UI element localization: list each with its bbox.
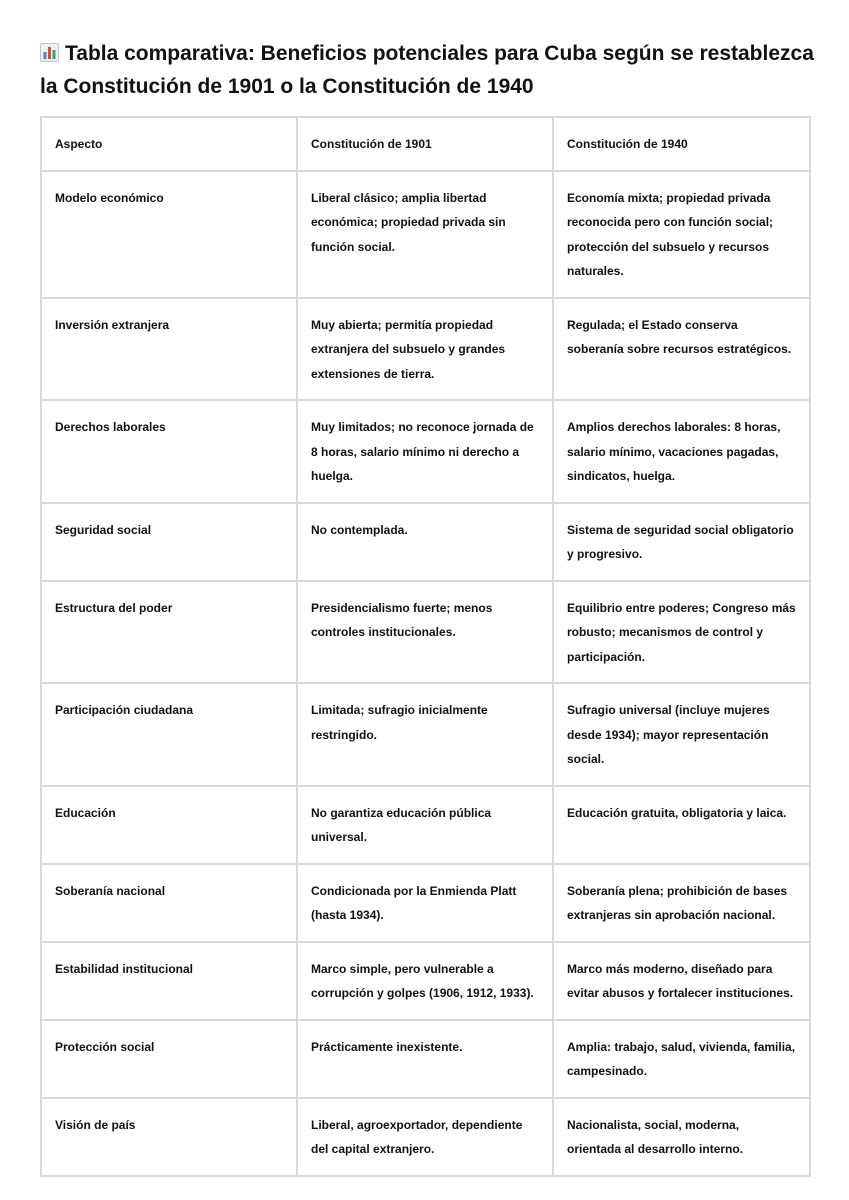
constitution-1940-cell: Amplia: trabajo, salud, vivienda, familia, campesinado. (553, 1020, 810, 1098)
aspect-cell: Educación (41, 786, 297, 864)
table-row (41, 864, 810, 942)
constitution-1901-cell: Condicionada por la Enmienda Platt (hasta 1934). (297, 864, 553, 942)
table-row (41, 171, 810, 298)
constitution-1940-cell: Nacionalista, social, moderna, orientada al desarrollo interno. (553, 1098, 810, 1176)
table-header-row (41, 117, 810, 171)
constitution-1901-cell: Muy limitados; no reconoce jornada de 8 horas, salario mínimo ni derecho a huelga. (297, 400, 553, 503)
constitution-1940-cell: Regulada; el Estado conserva soberanía sobre recursos estratégicos. (553, 298, 810, 401)
header-aspecto: Aspecto (41, 117, 297, 171)
table-row (41, 786, 810, 864)
page-title-text: Tabla comparativa: Beneficios potenciales para Cuba según se restablezca la Constitución de 1901 o la Constitución de 1940 (40, 42, 814, 98)
page-title (40, 38, 820, 102)
constitution-1940-cell: Educación gratuita, obligatoria y laica. (553, 786, 810, 864)
bar-chart-icon (40, 40, 59, 71)
constitution-1940-cell: Equilibrio entre poderes; Congreso más robusto; mecanismos de control y participación. (553, 581, 810, 684)
table-row (41, 298, 810, 401)
aspect-cell: Derechos laborales (41, 400, 297, 503)
constitution-1901-cell: No garantiza educación pública universal. (297, 786, 553, 864)
header-constitucion-1901: Constitución de 1901 (297, 117, 553, 171)
aspect-cell: Estabilidad institucional (41, 942, 297, 1020)
aspect-cell: Inversión extranjera (41, 298, 297, 401)
constitution-1940-cell: Economía mixta; propiedad privada reconocida pero con función social; protección del subsuelo y recursos naturales. (553, 171, 810, 298)
aspect-cell: Protección social (41, 1020, 297, 1098)
constitution-1940-cell: Sistema de seguridad social obligatorio y progresivo. (553, 503, 810, 581)
comparison-table (40, 116, 811, 1177)
constitution-1940-cell: Soberanía plena; prohibición de bases extranjeras sin aprobación nacional. (553, 864, 810, 942)
constitution-1940-cell: Sufragio universal (incluye mujeres desde 1934); mayor representación social. (553, 683, 810, 786)
aspect-cell: Estructura del poder (41, 581, 297, 684)
constitution-1901-cell: Marco simple, pero vulnerable a corrupción y golpes (1906, 1912, 1933). (297, 942, 553, 1020)
constitution-1901-cell: No contemplada. (297, 503, 553, 581)
table-row (41, 683, 810, 786)
table-row (41, 942, 810, 1020)
aspect-cell: Soberanía nacional (41, 864, 297, 942)
constitution-1901-cell: Liberal, agroexportador, dependiente del capital extranjero. (297, 1098, 553, 1176)
table-row (41, 581, 810, 684)
table-row (41, 400, 810, 503)
constitution-1901-cell: Limitada; sufragio inicialmente restringido. (297, 683, 553, 786)
constitution-1901-cell: Muy abierta; permitía propiedad extranjera del subsuelo y grandes extensiones de tierra. (297, 298, 553, 401)
table-row (41, 1098, 810, 1176)
constitution-1901-cell: Liberal clásico; amplia libertad económica; propiedad privada sin función social. (297, 171, 553, 298)
aspect-cell: Modelo económico (41, 171, 297, 298)
table-row (41, 1020, 810, 1098)
constitution-1940-cell: Amplios derechos laborales: 8 horas, salario mínimo, vacaciones pagadas, sindicatos, huelga. (553, 400, 810, 503)
header-constitucion-1940: Constitución de 1940 (553, 117, 810, 171)
aspect-cell: Seguridad social (41, 503, 297, 581)
constitution-1940-cell: Marco más moderno, diseñado para evitar abusos y fortalecer instituciones. (553, 942, 810, 1020)
constitution-1901-cell: Prácticamente inexistente. (297, 1020, 553, 1098)
constitution-1901-cell: Presidencialismo fuerte; menos controles institucionales. (297, 581, 553, 684)
table-row (41, 503, 810, 581)
aspect-cell: Visión de país (41, 1098, 297, 1176)
aspect-cell: Participación ciudadana (41, 683, 297, 786)
